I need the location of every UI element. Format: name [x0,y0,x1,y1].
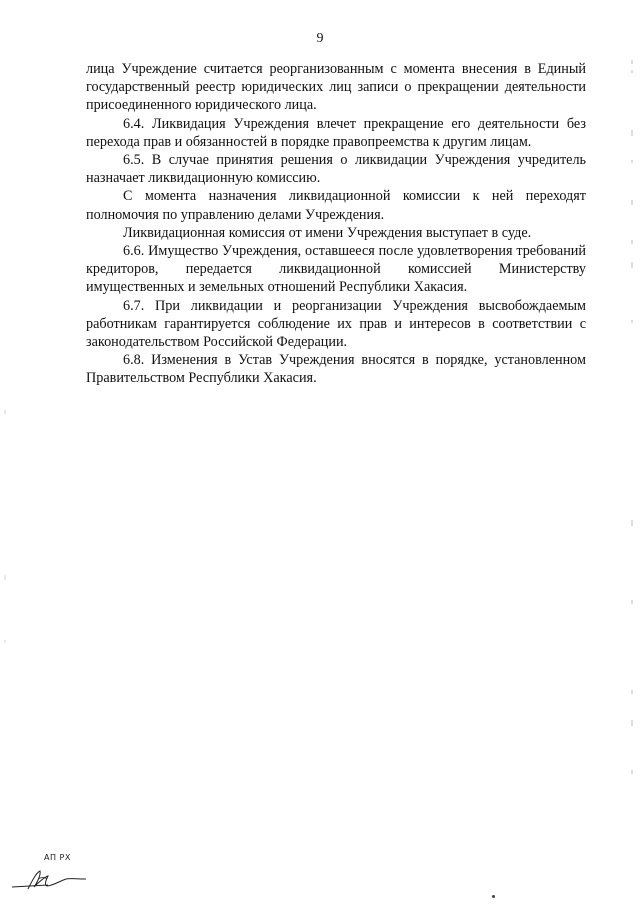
paragraph-commission-court: Ликвидационная комиссия от имени Учреждения выступает в суде. [123,224,532,241]
paragraph-6-8: 6.8. Изменения в Устав Учреждения вносятся в порядке, установленном Правительством Республики Хакасия. [86,352,586,387]
scan-edge-marks [629,0,635,905]
paragraph-6-4: 6.4. Ликвидация Учреждения влечет прекращение его деятельности без перехода прав и обязанностей в порядке правопреемства к другим лицам. [86,115,586,150]
paragraph-6-5: 6.5. В случае принятия решения о ликвидации Учреждения учредитель назначает ликвидационную комиссию. [86,152,586,187]
page-number: 9 [316,31,324,46]
stamp-label: АП РХ [44,853,71,862]
document-body [86,60,586,388]
paragraph-continuation: лица Учреждение считается реорганизованным с момента внесения в Единый государственный реестр юридических лиц записи о прекращении деятельности присоединенного юридического лица. [86,61,586,114]
signature-icon [10,867,90,891]
scan-left-marks [3,0,7,905]
approval-stamp [44,853,71,862]
scan-dot [492,895,495,898]
paragraph-commission-powers: С момента назначения ликвидационной комиссии к ней переходят полномочия по управлению делами Учреждения. [86,188,586,223]
paragraph-6-7: 6.7. При ликвидации и реорганизации Учреждения высвобождаемым работникам гарантируется соблюдение их прав и интересов в соответствии с законодательством Российской Федерации. [86,297,586,351]
paragraph-6-6: 6.6. Имущество Учреждения, оставшееся после удовлетворения требований кредиторов, передается ликвидационной комиссией Министерству имущественных и земельных отношений Республики Хакасия. [86,243,586,296]
